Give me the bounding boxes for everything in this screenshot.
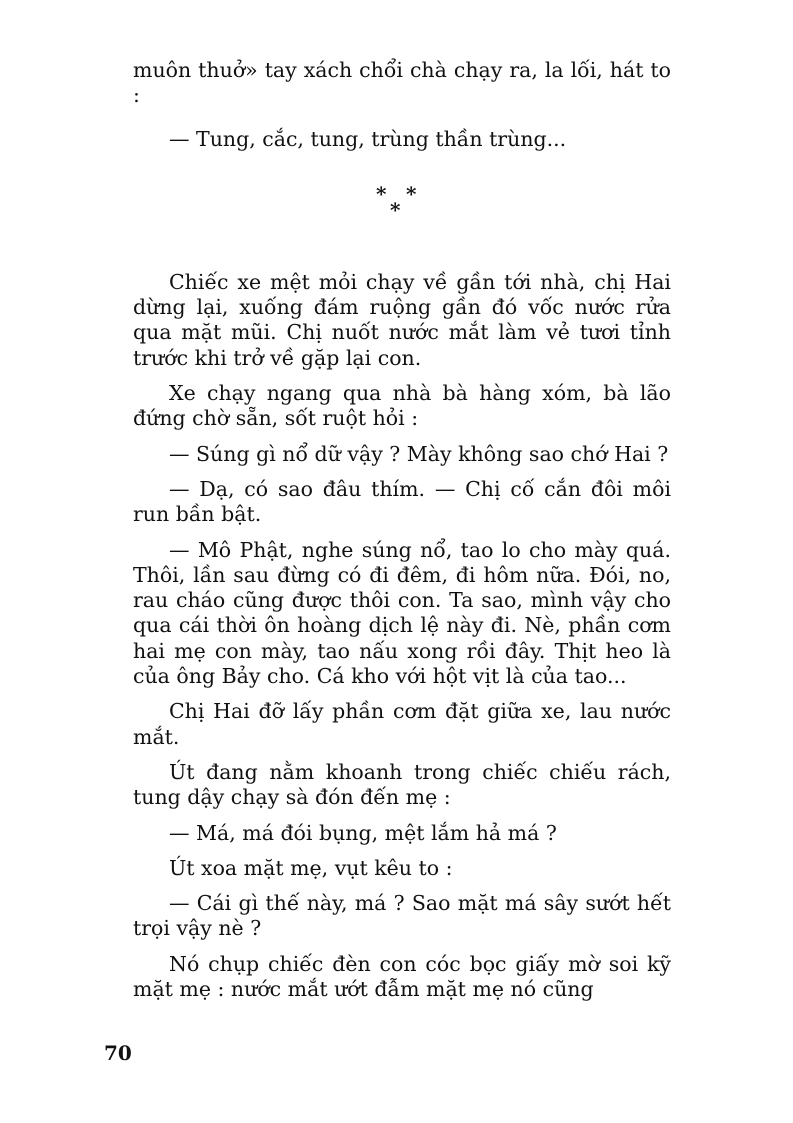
paragraph: — Dạ, có sao đâu thím. — Chị cố cắn đôi môi run bần bật. [133,476,671,527]
page-body [133,58,671,1012]
ornament-star: * [406,181,417,206]
paragraph: — Cái gì thế này, má ? Sao mặt má sây sướt hết trọi vậy nè ? [133,891,671,941]
ornament-star: * [376,181,387,206]
ornament-star: * [390,197,401,222]
paragraph: — Mô Phật, nghe súng nổ, tao lo cho mày quá. Thôi, lần sau đừng có đi đêm, đi hôm nữa. Đói, no, rau cháo cũng được thôi con. Ta sao, mình vậy cho qua cái thời ôn hoàng dịch lệ này đi. Nè, phần cơm hai mẹ con mày, tao nấu xong rồi đây. Thịt heo là của ông Bảy cho. Cá kho với hột vịt là của tao... [133,537,671,689]
paragraph-opening: muôn thuở» tay xách chổi chà chạy ra, la lối, hát to : [133,58,671,108]
paragraph: Út xoa mặt mẹ, vụt kêu to : [169,855,453,880]
paragraph: Út đang nằm khoanh trong chiếc chiếu rách, tung dậy chạy sà đón đến mẹ : [133,759,671,810]
paragraph: Xe chạy ngang qua nhà bà hàng xóm, bà lão đứng chờ sẵn, sốt ruột hỏi : [133,381,671,431]
paragraph: Chị Hai đỡ lấy phần cơm đặt giữa xe, lau nước mắt. [133,699,671,749]
paragraph: Nó chụp chiếc đèn con cóc bọc giấy mờ soi kỹ mặt mẹ : nước mắt ướt đẫm mặt mẹ nó cũng [133,951,671,1002]
paragraph: — Má, má đói bụng, mệt lắm hả má ? [169,820,557,845]
paragraph: — Súng gì nổ dữ vậy ? Mày không sao chớ Hai ? [169,441,669,466]
page-number: 70 [104,1041,132,1065]
paragraph: Chiếc xe mệt mỏi chạy về gần tới nhà, chị Hai dừng lại, xuống đám ruộng gần đó vốc nước rửa qua mặt mũi. Chị nuốt nước mắt làm vẻ tươi tỉnh trước khi trở về gặp lại con. [133,269,671,370]
section-break-ornament [133,178,671,270]
paragraph-dialogue-song: — Tung, cắc, tung, trùng thần trùng... [169,126,567,151]
